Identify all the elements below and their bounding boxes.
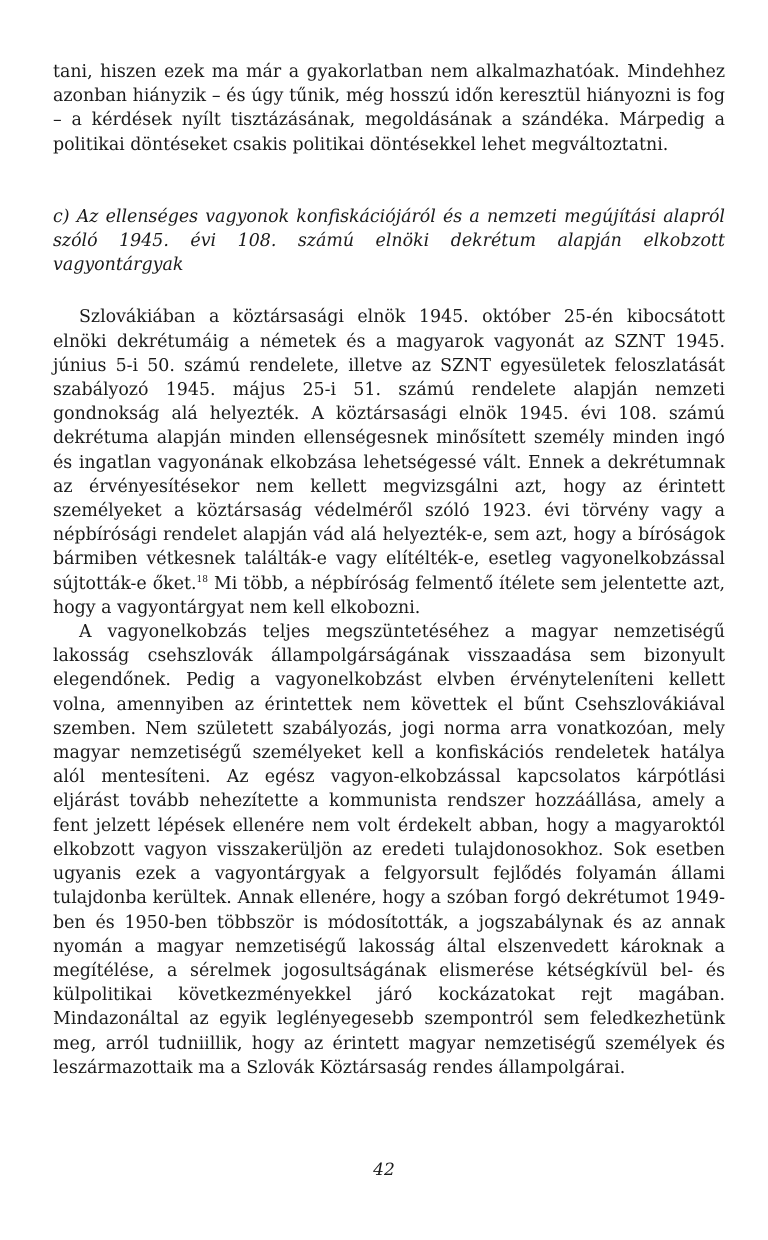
paragraph-2-text: Szlovákiában a köztársasági elnök 1945. október 25-én kibocsátott elnöki dekrétumáig a németek és a magyarok vagyonát az SZNT 1945. június 5-i 50. számú rendelete, illetve az SZNT egyesületek feloszlatását szabályozó 1945. május 25-i 51. számú rendelete alapján nemzeti gondnokság alá helyezték. A köztársasági elnök 1945. évi 108. számú dekrétuma alapján minden ellenségesnek minősített személy minden ingó és ingatlan vagyonának elkobzása lehetségessé vált. Ennek a dekrétumnak az érvényesítésekor nem kellett megvizsgálni azt, hogy az érintett személyeket a köztársaság védelméről szóló 1923. évi törvény vagy a népbírósági rendelet alapján vád alá helyezték-e, sem azt, hogy a bíróságok bármiben vétkesnek találták-e vagy elítélték-e, esetleg vagyonelkobzással sújtották-e őket.: [53, 307, 725, 594]
paragraph-2-text-continued: Mi több, a népbíróság felmentő ítélete sem jelentette azt, hogy a vagyontárgyat nem kell elkobozni.: [53, 573, 725, 618]
section-body: [53, 305, 725, 1080]
page-number: 42: [373, 1160, 395, 1180]
paragraph-2: [53, 305, 725, 620]
intro-paragraph: tani, hiszen ezek ma már a gyakorlatban nem alkalmazhatóak. Mindehhez azonban hiányzik – és úgy tűnik, még hosszú időn keresztül hiányozni is fog – a kérdések nyílt tisztázásának, megoldásának a szándéka. Márpedig a politikai döntéseket csakis politikai döntésekkel lehet megváltoztatni.: [53, 62, 725, 155]
page-content: [53, 60, 725, 1080]
paragraph-3: A vagyonelkobzás teljes megszüntetéséhez a magyar nemzetiségű lakosság csehszlovák állampolgárságának visszaadása sem bizonyult elegendőnek. Pedig a vagyonelkobzást elvben érvényteleníteni kellett volna, amennyiben az érintettek nem követtek el bűnt Csehszlovákiával szemben. Nem született szabályozás, jogi norma arra vonatkozóan, mely magyar nemzetiségű személyeket kell a konfiskációs rendeletek hatálya alól mentesíteni. Az egész vagyon-elkobzással kapcsolatos kárpótlási eljárást tovább nehezítette a kommunista rendszer hozzáállása, amely a fent jelzett lépések ellenére nem volt érdekelt abban, hogy a magyaroktól elkobzott vagyon visszakerüljön az eredeti tulajdonosokhoz. Sok esetben ugyanis ezek a vagyontárgyak a felgyorsult fejlődés folyamán állami tulajdonba kerültek. Annak ellenére, hogy a szóban forgó dekrétumot 1949-ben és 1950-ben többször is módosították, a jogszabálynak és az annak nyomán a magyar nemzetiségű lakosság által elszenvedett károknak a megítélése, a sérelmek jogosultságának elismerése kétségkívül bel- és külpolitikai következményekkel járó kockázatokat rejt magában. Mindazonáltal az egyik leglényegesebb szempontról sem feledkezhetünk meg, arról tudniillik, hogy az érintett magyar nemzetiségű személyek és leszármazottaik ma a Szlovák Köztársaság rendes állampolgárai.: [53, 622, 725, 1078]
section-heading: c) Az ellenséges vagyonok konfiskációjáról és a nemzeti megújítási alapról szóló 1945. évi 108. számú elnöki dekrétum alapján elkobzott vagyontárgyak: [53, 206, 725, 276]
footnote-reference[interactable]: 18: [196, 574, 208, 585]
